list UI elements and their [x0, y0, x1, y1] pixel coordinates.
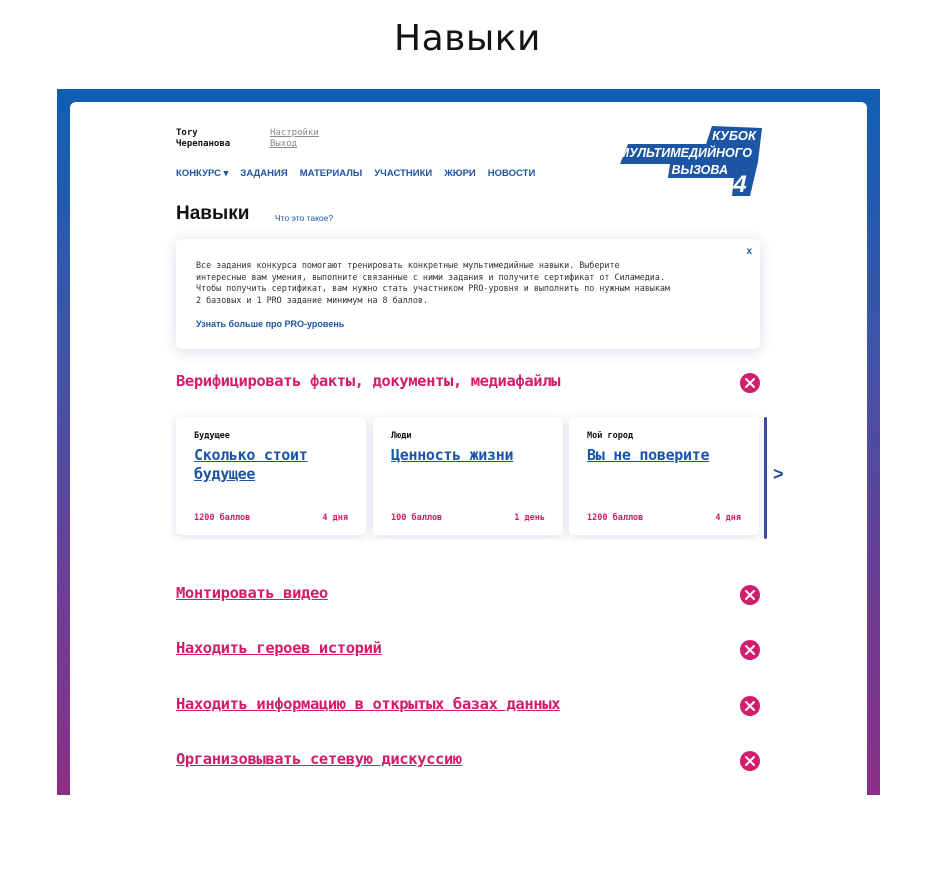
cup-logo[interactable] [616, 126, 762, 198]
info-close-button[interactable]: x [746, 246, 752, 257]
user-links [270, 128, 319, 150]
card-title-link[interactable]: Сколько стоит будущее [194, 446, 308, 483]
logo-line3: ВЫЗОВА [671, 163, 728, 177]
what-is-link[interactable]: Что это такое? [275, 213, 334, 223]
nav-jury[interactable]: ЖЮРИ [444, 168, 476, 179]
carousel-next-button[interactable]: > [773, 464, 784, 484]
card-title-link[interactable]: Вы не поверите [587, 446, 710, 464]
remove-skill-button[interactable] [740, 696, 760, 716]
card-category: Будущее [194, 431, 230, 441]
card-category: Мой город [587, 431, 634, 441]
info-line: 2 базовых и 1 PRO задание минимум на 8 баллов. [196, 294, 428, 305]
info-line: Чтобы получить сертификат, вам нужно стать участником PRO-уровня и выполнить по нужным навыкам [196, 283, 670, 293]
close-icon [745, 590, 755, 600]
logo-number: 4 [733, 171, 747, 198]
page-heading: Навыки [394, 18, 541, 59]
settings-link[interactable]: Настройки [270, 128, 319, 138]
nav-materials[interactable]: МАТЕРИАЛЫ [299, 168, 363, 179]
task-card[interactable] [176, 417, 366, 535]
card-title-link[interactable]: Ценность жизни [391, 446, 514, 464]
nav-participants[interactable]: УЧАСТНИКИ [374, 168, 433, 179]
card-category: Люди [391, 431, 412, 441]
user-first-name: Tory [176, 128, 198, 138]
user-name [176, 128, 230, 150]
task-card[interactable] [569, 417, 759, 535]
card-points: 100 баллов [391, 513, 443, 523]
card-days: 4 дня [322, 513, 348, 523]
close-icon [745, 756, 755, 766]
skill-title[interactable]: Находить героев историй [176, 639, 382, 657]
remove-skill-button[interactable] [740, 751, 760, 771]
user-last-name: Черепанова [176, 139, 231, 149]
pro-level-link[interactable]: Узнать больше про PRO-уровень [196, 319, 345, 329]
nav-news[interactable]: НОВОСТИ [487, 168, 536, 179]
info-line: Все задания конкурса помогают тренировать конкретные мультимедийные навыки. Выберите [196, 260, 620, 270]
logout-link[interactable]: Выход [270, 139, 298, 149]
card-days: 1 день [514, 513, 545, 523]
remove-skill-button[interactable] [740, 640, 760, 660]
info-line: интересные вам умения, выполните связанные с ними задания и получите сертификат от Силамедиа. [196, 271, 665, 282]
page-title: Навыки [176, 203, 250, 224]
card-days: 4 дня [715, 513, 741, 523]
page-content [70, 102, 867, 795]
close-icon [745, 645, 755, 655]
card-points: 1200 баллов [194, 513, 251, 523]
skill-title[interactable]: Находить информацию в открытых базах данных [176, 695, 561, 713]
browser-frame [57, 89, 880, 795]
card-points: 1200 баллов [587, 513, 644, 523]
close-icon [745, 701, 755, 711]
nav-tasks[interactable]: ЗАДАНИЯ [240, 168, 288, 179]
nav-contest[interactable]: КОНКУРС ▾ [176, 168, 229, 179]
task-cards [170, 410, 769, 540]
task-card[interactable] [373, 417, 563, 535]
skill-title[interactable]: Монтировать видео [176, 584, 328, 602]
close-icon [745, 378, 755, 388]
main-nav [176, 168, 547, 179]
skill-title[interactable]: Верифицировать факты, документы, медиафайлы [176, 372, 561, 390]
info-text [196, 260, 741, 306]
remove-skill-button[interactable] [740, 585, 760, 605]
remove-skill-button[interactable] [740, 373, 760, 393]
skill-title[interactable]: Организовывать сетевую дискуссию [176, 750, 462, 768]
carousel-next-card-edge [764, 417, 767, 539]
logo-line2: МУЛЬТИМЕДИЙНОГО [618, 146, 752, 160]
info-panel [176, 239, 760, 349]
logo-line1: КУБОК [712, 128, 756, 143]
